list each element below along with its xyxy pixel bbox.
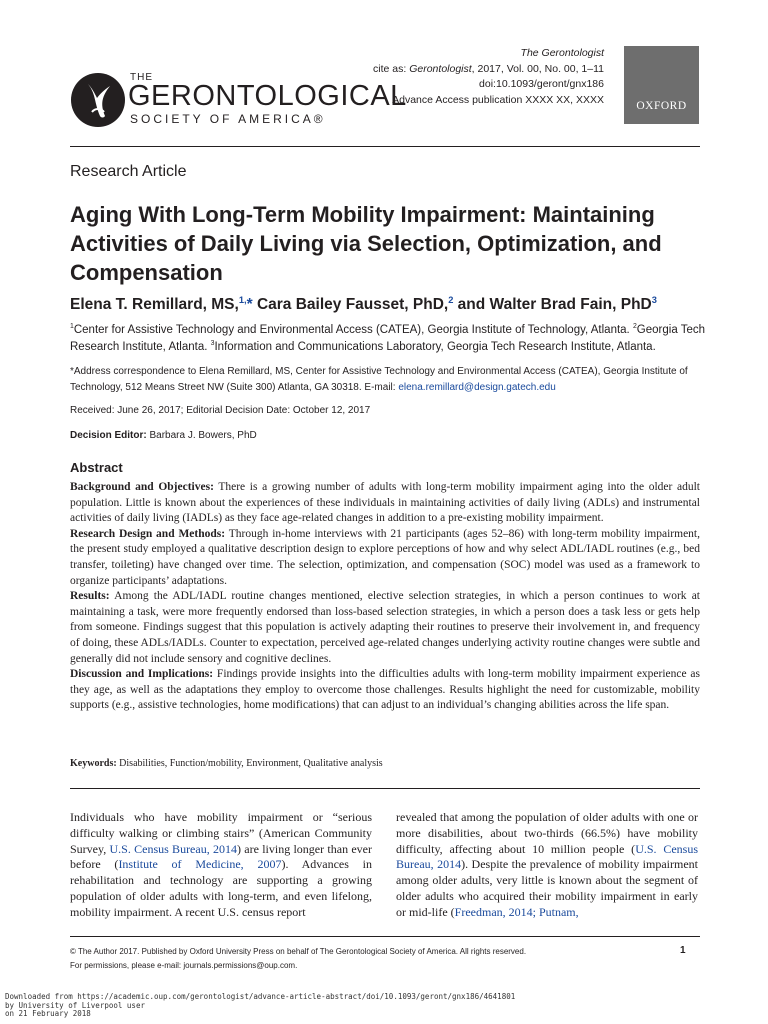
affil-3: Information and Communications Laboratory, Georgia Tech Research Institute, Atlanta.	[214, 340, 656, 353]
affil-2-marker: 2	[632, 323, 637, 331]
author-list	[70, 296, 657, 314]
footer-divider	[70, 936, 700, 937]
affil-2: Georgia Tech Research Institute, Atlanta.	[70, 324, 705, 353]
affiliations	[70, 322, 710, 355]
author-3: and Walter Brad Fain, PhD	[453, 296, 652, 313]
disc-text: Findings provide insights into the difficulties adults with long-term mobility impairment experience as they age, as well as the adaptations they employ to overcome those challenges. Results highlight the need for customizable, mobility supports (e.g., assistive technologies, home modifications) that can adjust to an individual’s changing abilities across the life span.	[70, 668, 700, 712]
bg-text: There is a growing number of adults with long-term mobility impairment aging into the older adult population. Little is known about the experiences of these individuals in maintaining activities of daily living (ADLs) and instrumental activities of daily living (IADLs) as they face age-related changes in addition to a pre-existing mobility impairment.	[70, 481, 700, 525]
body-text: Individuals who have mobility impairment or “serious difficulty walking or climbing stairs” (American Community Survey,	[70, 810, 372, 856]
author-3-affil[interactable]: 3	[651, 294, 657, 305]
corresponding-mark[interactable]: *	[246, 296, 253, 313]
article-title: Aging With Long-Term Mobility Impairment: Maintaining Activities of Daily Living via Selection, Optimization, and Compensation	[70, 202, 662, 285]
article-type: Research Article	[70, 163, 187, 180]
citation-link[interactable]: Institute of Medicine, 2007	[118, 857, 282, 872]
abstract-discussion	[70, 667, 700, 714]
header-divider	[70, 146, 700, 147]
download-line-3: on 21 February 2018	[5, 1009, 91, 1018]
download-line-2: by University of Liverpool user	[5, 1000, 145, 1010]
correspondence	[70, 364, 710, 395]
keywords-label: Keywords:	[70, 758, 117, 769]
cite-line	[304, 62, 604, 78]
society-emblem-icon	[70, 72, 126, 128]
correspondence-email[interactable]: elena.remillard@design.gatech.edu	[398, 381, 556, 393]
abstract-body	[70, 480, 700, 714]
results-text: Among the ADL/IADL routine changes mentioned, elective selection strategies, in which a person continues to work at maintaining a task, were more frequently endorsed than loss-based selection strategies, in which a person does a task less or gets help from someone. Findings suggest that this population is actively adapting their routines to preserve their involvement in, and frequency of doing, these ADLs/IADLs. Counter to expectation, perceived age-related changes underlying activity routine changes were subtle and generally did not include sensory and cognitive declines.	[70, 590, 700, 665]
author-2-affil[interactable]: 2	[448, 294, 454, 305]
affil-3-marker: 3	[210, 339, 215, 347]
doi: doi:10.1093/geront/gnx186	[479, 78, 604, 90]
abstract-background	[70, 480, 700, 527]
keywords-list: Disabilities, Function/mobility, Environment, Qualitative analysis	[116, 758, 383, 769]
body-column-right	[396, 810, 698, 921]
keywords	[70, 758, 383, 769]
bg-label: Background and Objectives:	[70, 481, 214, 493]
copyright-line: © The Author 2017. Published by Oxford University Press on behalf of The Gerontological Society of America. All rights reserved.	[70, 947, 527, 956]
methods-text: Through in-home interviews with 21 participants (ages 52–86) with long-term mobility impairment, the present study employed a qualitative description design to explore perceptions of how and why select ADL/IADL routines (e.g., bed transfer, toileting) have changed over time. The selection, optimization, and compensation (SOC) model was used as a framework to organize participants’ adaptations.	[70, 527, 700, 587]
page-number: 1	[680, 945, 686, 956]
dates: Received: June 26, 2017; Editorial Decision Date: October 12, 2017	[70, 405, 371, 416]
copyright-footer	[70, 945, 700, 973]
citation-link[interactable]: U.S. Census Bureau, 2014	[396, 841, 698, 872]
decision-editor	[70, 430, 257, 441]
affil-1: Center for Assistive Technology and Environmental Access (CATEA), Georgia Institute of Technology, Atlanta.	[73, 324, 633, 336]
citation-link[interactable]: Freedman, 2014; Putnam,	[454, 904, 579, 919]
abstract-divider	[70, 788, 700, 789]
body-text: ). Despite the prevalence of mobility impairment among older adults, very little is known about the segment of older adults who acquired their mobility impairment in early or mid-life (	[396, 857, 698, 919]
abstract-methods	[70, 527, 700, 589]
publisher-name: OXFORD	[636, 100, 687, 112]
disc-label: Discussion and Implications:	[70, 668, 214, 681]
abstract-heading: Abstract	[70, 460, 123, 475]
body-text: ). Advances in rehabilitation and technology are supporting a growing population of older adults with long-term, and even lifelong, mobility impairment. A recent U.S. census report	[70, 857, 373, 919]
cite-journal: Gerontologist	[409, 62, 472, 75]
journal-name: The Gerontologist	[520, 47, 604, 59]
cite-label: cite as:	[373, 62, 410, 75]
body-column-left	[70, 810, 372, 921]
results-label: Results:	[70, 590, 110, 603]
citation-link[interactable]: U.S. Census Bureau, 2014	[109, 841, 237, 856]
author-2: Cara Bailey Fausset, PhD,	[252, 296, 449, 313]
methods-label: Research Design and Methods:	[70, 527, 226, 540]
author-1-affil[interactable]: 1,	[238, 294, 247, 305]
download-watermark	[5, 993, 515, 1019]
citation-block	[304, 46, 604, 108]
affil-1-marker: 1	[70, 323, 74, 331]
logo-society: SOCIETY OF AMERICA®	[130, 112, 326, 126]
logo-org-name: GERONTOLOGICAL	[128, 80, 407, 112]
author-1: Elena T. Remillard, MS,	[70, 296, 239, 313]
cite-details: , 2017, Vol. 00, No. 00, 1–11	[471, 62, 604, 75]
editor-name: Barbara J. Bowers, PhD	[146, 430, 257, 441]
oxford-logo	[624, 46, 699, 124]
logo-the: THE	[130, 72, 153, 83]
abstract-results	[70, 589, 700, 667]
body-text: ) are living longer than ever before (	[70, 841, 372, 872]
body-text: revealed that among the population of older adults with one or more disabilities, about two-thirds (66.5%) have mobility difficulty, affecting about 10 million people (	[396, 810, 698, 856]
editor-label: Decision Editor:	[70, 430, 147, 441]
correspondence-text: *Address correspondence to Elena Remillard, MS, Center for Assistive Technology and Environmental Access (CATEA), Georgia Institute of Technology, 512 Means Street NW (Suite 300) Atlanta, GA 30318. E-mail:	[70, 366, 688, 393]
permissions-line: For permissions, please e-mail: journals.permissions@oup.com.	[70, 961, 298, 970]
advance-access: Advance Access publication XXXX XX, XXXX	[392, 93, 604, 106]
download-line-1: Downloaded from https://academic.oup.com/gerontologist/advance-article-abstract/doi/10.1093/geront/gnx186/4641801	[5, 992, 516, 1001]
